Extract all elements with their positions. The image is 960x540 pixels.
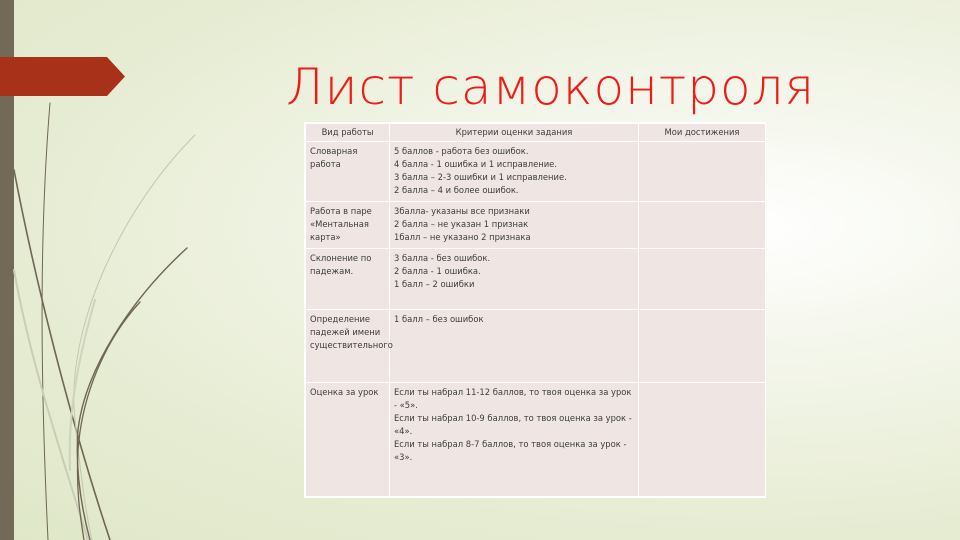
criteria-cell: [390, 383, 639, 497]
criteria-line: 4 балла - 1 ошибка и 1 исправление.: [394, 159, 557, 169]
table-row: [306, 383, 766, 497]
criteria-line: 2 балла - 1 ошибка.: [394, 266, 481, 276]
work-type-cell: Оценка за урок: [306, 383, 390, 497]
achievements-cell[interactable]: [639, 383, 766, 497]
header-work-type: Вид работы: [306, 124, 390, 142]
criteria-line: Если ты набрал 11-12 баллов, то твоя оценка за урок - «5».: [394, 387, 632, 410]
criteria-line: Если ты набрал 10-9 баллов, то твоя оценка за урок - «4».: [394, 413, 632, 436]
table-row: [306, 249, 766, 310]
work-type-cell: Работа в паре «Ментальная карта»: [306, 202, 390, 249]
slide-title: Лист самоконтроля: [286, 58, 816, 116]
achievements-cell[interactable]: [639, 202, 766, 249]
criteria-cell: [390, 202, 639, 249]
achievements-cell[interactable]: [639, 142, 766, 202]
arrow-tag-shape: [0, 57, 125, 96]
criteria-line: Если ты набрал 8-7 баллов, то твоя оценка за урок - «3».: [394, 439, 627, 462]
table-row: [306, 202, 766, 249]
table-header-row: [306, 124, 766, 142]
criteria-cell: [390, 310, 639, 383]
criteria-line: 3 балла - без ошибок.: [394, 253, 491, 263]
work-type-cell: Склонение по падежам.: [306, 249, 390, 310]
criteria-line: 1 балл – без ошибок: [394, 314, 484, 324]
criteria-line: 3балла- указаны все признаки: [394, 206, 530, 216]
work-type-cell: Определение падежей имени существительного: [306, 310, 390, 383]
criteria-cell: [390, 142, 639, 202]
criteria-line: 1 балл – 2 ошибки: [394, 279, 475, 289]
criteria-line: 2 балла – 4 и более ошибок.: [394, 185, 519, 195]
header-criteria: Критерии оценки задания: [390, 124, 639, 142]
criteria-line: 1балл – не указано 2 признака: [394, 232, 531, 242]
self-control-table: [304, 122, 766, 498]
table-row: [306, 142, 766, 202]
achievements-cell[interactable]: [639, 249, 766, 310]
achievements-cell[interactable]: [639, 310, 766, 383]
criteria-line: 5 баллов - работа без ошибок.: [394, 146, 529, 156]
criteria-line: 3 балла – 2-3 ошибки и 1 исправление.: [394, 172, 567, 182]
header-achievements: Мои достижения: [639, 124, 766, 142]
table-row: [306, 310, 766, 383]
criteria-line: 2 балла – не указан 1 признак: [394, 219, 529, 229]
criteria-cell: [390, 249, 639, 310]
work-type-cell: Словарная работа: [306, 142, 390, 202]
